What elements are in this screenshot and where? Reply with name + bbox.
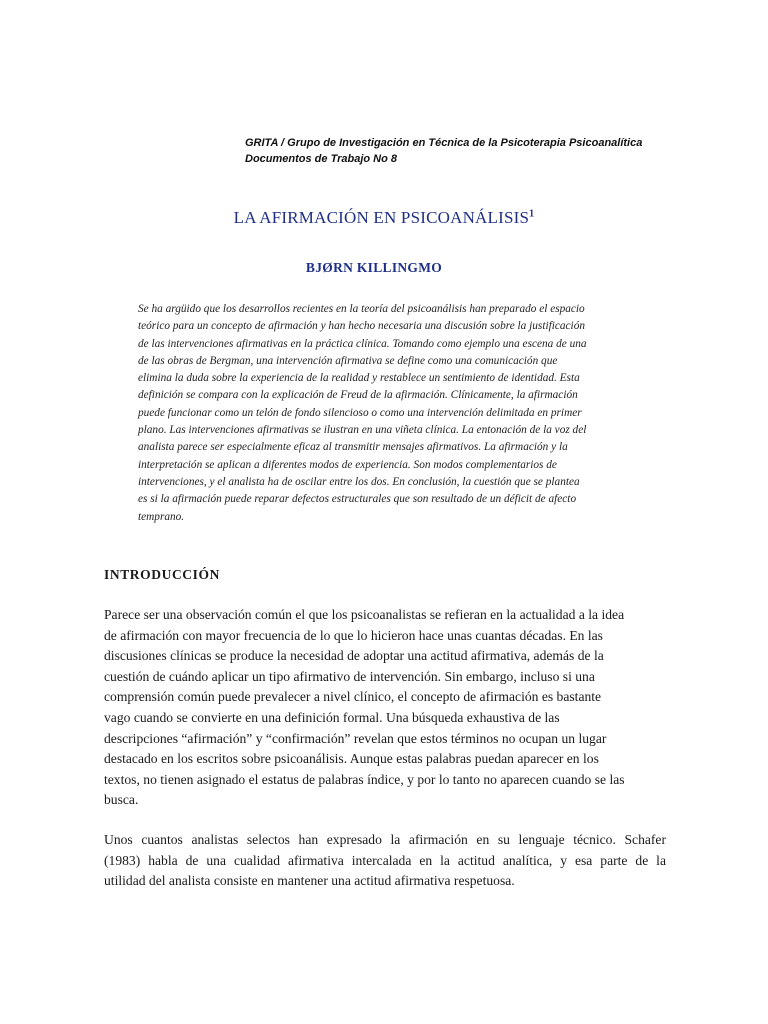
abstract-line: intervenciones, y el analista ha de oscilar entre los dos. En conclusión, la cuestión que se plantea — [138, 475, 580, 488]
abstract-line: definición se compara con la explicación de Freud de la afirmación. Clínicamente, la afirmación — [138, 389, 578, 402]
title-text: LA AFIRMACIÓN EN PSICOANÁLISIS — [233, 208, 530, 227]
paragraph-line: Parece ser una observación común el que los psicoanalistas se refieran en la actualidad a la idea — [104, 607, 625, 622]
paragraph-line: descripciones “afirmación” y “confirmación” revelan que estos términos no ocupan un lugar — [104, 730, 607, 746]
page-title — [0, 208, 768, 228]
paragraph-line: destacado en los escritos sobre psicoanálisis. Aunque estas palabras puedan aparecer en los — [104, 751, 599, 767]
abstract-line: Se ha argüido que los desarrollos recientes en la teoría del psicoanálisis han preparado el espacio — [138, 303, 585, 315]
title-footnote-mark[interactable]: 1 — [529, 208, 535, 220]
section-heading-introduccion: INTRODUCCIÓN — [104, 567, 220, 582]
header-organization: GRITA / Grupo de Investigación en Técnica de la Psicoterapia Psicoanalítica — [245, 137, 643, 149]
abstract-line: elimina la duda sobre la experiencia de la realidad y restablece un sentimiento de identidad. Esta — [138, 372, 580, 385]
document-header — [245, 135, 725, 167]
abstract-line: analista parece ser especialmente eficaz al transmitir mensajes afirmativos. La afirmación y la — [138, 441, 568, 454]
abstract-line: temprano. — [138, 510, 185, 523]
paragraph-line: vago cuando se convierte en una definición formal. Una búsqueda exhaustiva de las — [104, 709, 560, 725]
paragraph-line: textos, no tienen asignado el estatus de palabras índice, y por lo tanto no aparecen cuando se las — [104, 771, 625, 787]
abstract-line: plano. Las intervenciones afirmativas se ilustran en una viñeta clínica. La entonación de la voz del — [138, 424, 587, 437]
paragraph-line: discusiones clínicas se produce la necesidad de adoptar una actitud afirmativa, además de la — [104, 648, 604, 664]
body-paragraph-1 — [104, 605, 666, 811]
abstract — [138, 301, 630, 526]
abstract-line: de las obras de Bergman, una intervención afirmativa se define como una comunicación que — [138, 354, 558, 367]
paragraph-line: (1983) habla de una cualidad afirmativa intercalada en la actitud analítica, y esa parte de la — [104, 852, 666, 868]
header-series: Documentos de Trabajo No 8 — [245, 153, 397, 165]
paragraph-line: utilidad del analista consiste en mantener una actitud afirmativa respetuosa. — [104, 873, 515, 889]
paragraph-line: de afirmación con mayor frecuencia de lo que lo hicieron hace unas cuantas décadas. En las — [104, 627, 603, 643]
author-name: BJØRN KILLINGMO — [305, 260, 443, 275]
abstract-line: de las intervenciones afirmativas en la práctica clínica. Tomando como ejemplo una escena de una — [138, 337, 587, 350]
abstract-line: puede funcionar como un telón de fondo silencioso o como una intervención delimitada en primer — [138, 406, 582, 419]
abstract-line: es si la afirmación puede reparar defectos estructurales que son resultado de un déficit de afecto — [138, 493, 577, 506]
abstract-line: interpretación se aplican a diferentes modos de experiencia. Son modos complementarios de — [138, 458, 557, 471]
paragraph-line: comprensión común puede prevalecer a nivel clínico, el concepto de afirmación es bastante — [104, 689, 602, 705]
paragraph-line: Unos cuantos analistas selectos han expresado la afirmación en su lenguaje técnico. Schafer — [104, 832, 666, 847]
paragraph-line: cuestión de cuándo aplicar un tipo afirmativo de intervención. Sin embargo, incluso si una — [104, 668, 595, 684]
body-paragraph-2 — [104, 830, 666, 892]
paragraph-line: busca. — [104, 792, 139, 808]
abstract-line: teórico para un concepto de afirmación y han hecho necesaria una discusión sobre la justificación — [138, 320, 585, 333]
